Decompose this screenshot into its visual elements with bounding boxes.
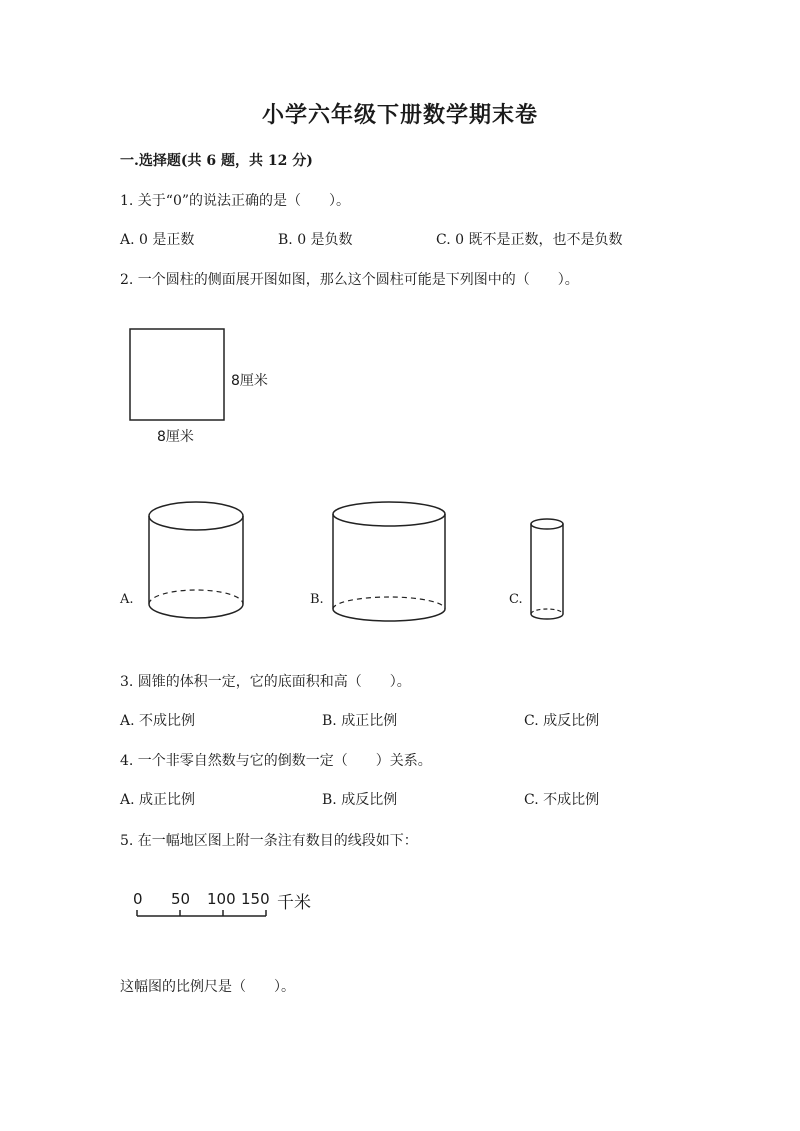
section-heading: 一.选择题(共 6 题，共 12 分)	[120, 153, 313, 169]
question-4: 4. 一个非零自然数与它的倒数一定（ ）关系。	[120, 753, 432, 769]
question-5: 5. 在一幅地区图上附一条注有数目的线段如下：	[120, 833, 418, 849]
q1-option-a[interactable]: A. 0 是正数	[120, 232, 195, 248]
q3-option-c[interactable]: C. 成反比例	[524, 713, 600, 729]
q3-option-a[interactable]: A. 不成比例	[120, 713, 196, 729]
question-1: 1. 关于“0”的说法正确的是（ ）。	[120, 193, 351, 209]
scale-tick-150: 150	[241, 890, 270, 908]
q4-option-a[interactable]: A. 成正比例	[120, 792, 196, 808]
q1-option-c[interactable]: C. 0 既不是正数，也不是负数	[436, 232, 623, 248]
q3-option-b[interactable]: B. 成正比例	[322, 713, 398, 729]
cylinder-a-label: A.	[120, 592, 134, 607]
scale-tick-100: 100	[207, 890, 236, 908]
question-3: 3. 圆锥的体积一定，它的底面积和高（ ）。	[120, 674, 411, 690]
cylinder-c-label: C.	[509, 592, 523, 607]
square-side-label: 8厘米	[231, 373, 268, 389]
q1-option-b[interactable]: B. 0 是负数	[278, 232, 353, 248]
scale-tick-50: 50	[171, 890, 191, 908]
scale-unit: 千米	[277, 893, 311, 913]
cylinder-b-label: B.	[310, 592, 324, 607]
q4-option-c[interactable]: C. 不成比例	[524, 792, 600, 808]
page-title: 小学六年级下册数学期末卷	[261, 102, 538, 128]
square-bottom-label: 8厘米	[157, 429, 194, 445]
question-2: 2. 一个圆柱的侧面展开图如图，那么这个圆柱可能是下列图中的（ ）。	[120, 272, 579, 288]
question-5-follow-up: 这幅图的比例尺是（ ）。	[120, 979, 295, 995]
scale-tick-0: 0	[133, 890, 143, 908]
q4-option-b[interactable]: B. 成反比例	[322, 792, 398, 808]
